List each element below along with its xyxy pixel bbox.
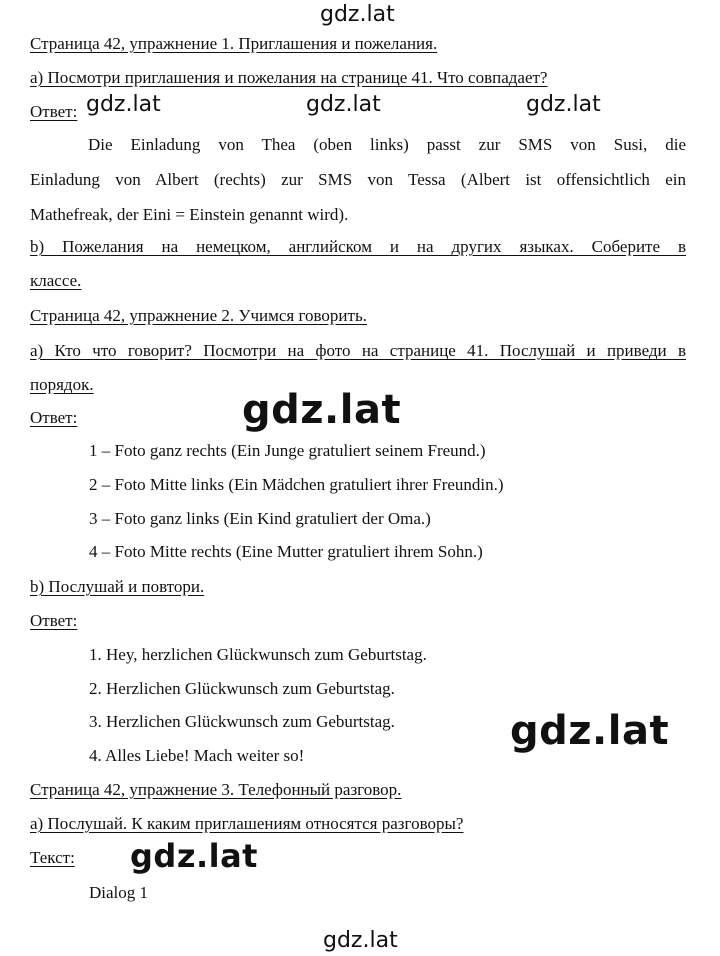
- section1-task-b-line1: b) Пожелания на немецком, английском и на других языках. Соберите в: [30, 237, 686, 256]
- dialog-title: Dialog 1: [89, 883, 149, 902]
- section3-heading: Страница 42, упражнение 3. Телефонный разговор.: [30, 780, 402, 799]
- watermark-big-3: gdz.lat: [130, 837, 258, 875]
- section2-task-a-line1: а) Кто что говорит? Посмотри на фото на странице 41. Послушай и приведи в: [30, 341, 686, 360]
- answer-b-item-2: 2. Herzlichen Glückwunsch zum Geburtstag.: [89, 679, 395, 698]
- watermark-row-2: gdz.lat: [306, 92, 381, 117]
- section2-heading: Страница 42, упражнение 2. Учимся говорить.: [30, 306, 367, 325]
- answer-a-item-3: 3 – Foto ganz links (Ein Kind gratuliert der Oma.): [89, 509, 431, 528]
- answer-b-item-1: 1. Hey, herzlichen Glückwunsch zum Geburtstag.: [89, 645, 427, 664]
- section1-heading: Страница 42, упражнение 1. Приглашения и пожелания.: [30, 34, 438, 53]
- section2-task-b: b) Послушай и повтори.: [30, 577, 205, 596]
- section2-answer-label: Ответ:: [30, 408, 78, 427]
- answer-a-item-2: 2 – Foto Mitte links (Ein Mädchen gratuliert ihrer Freundin.): [89, 475, 504, 494]
- answer-line-3: Mathefreak, der Eini = Einstein genannt wird).: [30, 205, 349, 224]
- watermark-row-3: gdz.lat: [526, 92, 601, 117]
- section1-task-b-line2: классе.: [30, 271, 82, 290]
- section1-answer-label: Ответ:: [30, 102, 78, 121]
- section2-task-a-line2: порядок.: [30, 375, 94, 394]
- answer-b-item-3: 3. Herzlichen Glückwunsch zum Geburtstag.: [89, 712, 395, 731]
- answer-a-item-1: 1 – Foto ganz rechts (Ein Junge gratuliert seinem Freund.): [89, 441, 486, 460]
- watermark-top: gdz.lat: [320, 2, 395, 27]
- section3-task-a: а) Послушай. К каким приглашениям относятся разговоры?: [30, 814, 464, 833]
- section1-task-a: а) Посмотри приглашения и пожелания на странице 41. Что совпадает?: [30, 68, 548, 87]
- section1-answer-paragraph: [30, 127, 686, 232]
- answer-line-2: Einladung von Albert (rechts) zur SMS von Tessa (Albert ist offensichtlich ein: [30, 170, 686, 189]
- section2-answer-label-b: Ответ:: [30, 611, 78, 630]
- section3-text-label: Текст:: [30, 848, 75, 867]
- watermark-bottom: gdz.lat: [323, 928, 398, 953]
- answer-b-item-4: 4. Alles Liebe! Mach weiter so!: [89, 746, 305, 765]
- watermark-row-1: gdz.lat: [86, 92, 161, 117]
- answer-line-1: Die Einladung von Thea (oben links) passt zur SMS von Susi, die: [88, 135, 686, 154]
- watermark-big-2: gdz.lat: [510, 708, 670, 754]
- watermark-big-1: gdz.lat: [242, 387, 402, 433]
- answer-a-item-4: 4 – Foto Mitte rechts (Eine Mutter gratuliert ihrem Sohn.): [89, 542, 483, 561]
